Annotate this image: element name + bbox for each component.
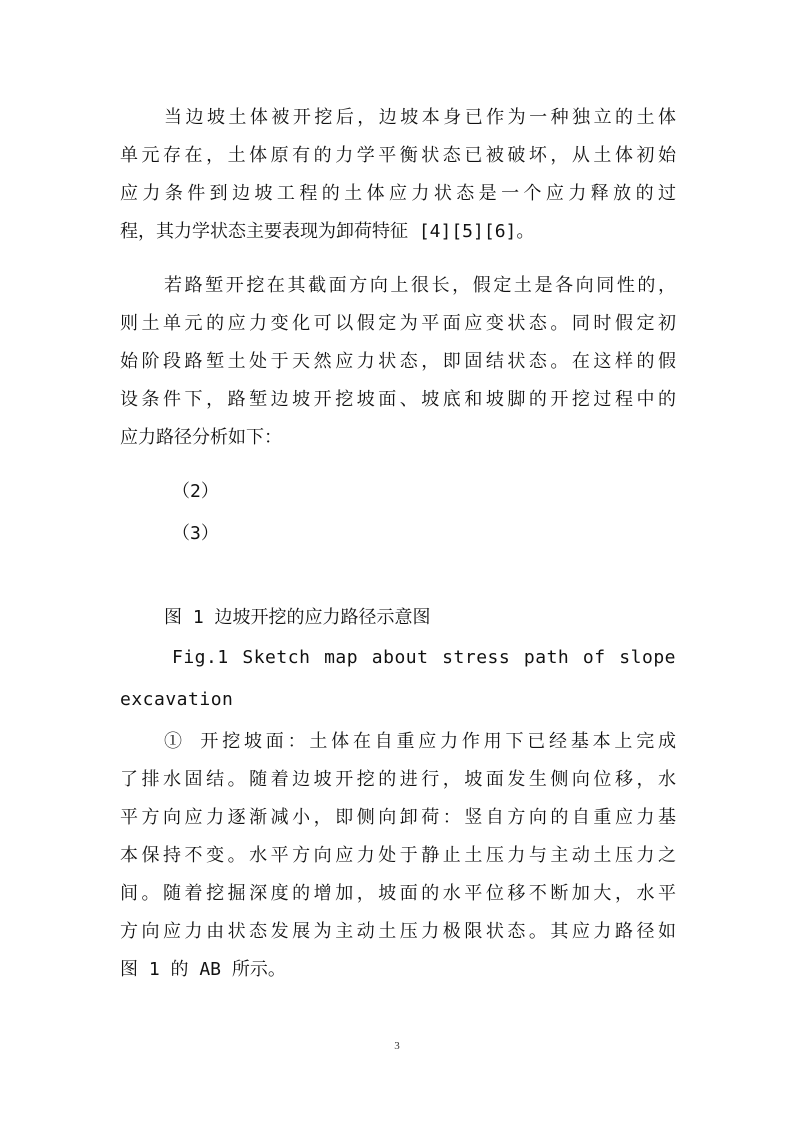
figure-caption-english-line-1: Fig.1 Sketch map about stress path of slope xyxy=(172,647,676,668)
paragraph-3-line-2: 了排水固结。随着边坡开挖的进行，坡面发生侧向位移，水 xyxy=(120,769,676,790)
paragraph-1-line-3: 应力条件到边坡工程的土体应力状态是一个应力释放的过 xyxy=(120,183,676,204)
paragraph-3-line-1: ① 开挖坡面：土体在自重应力作用下已经基本上完成 xyxy=(164,731,676,752)
paragraph-2-line-4: 设条件下，路堑边坡开挖坡面、坡底和坡脚的开挖过程中的 xyxy=(120,389,676,410)
figure-caption-chinese: 图 1 边坡开挖的应力路径示意图 xyxy=(164,607,431,628)
paragraph-2-line-5: 应力路径分析如下： xyxy=(120,427,282,448)
paragraph-2-line-1: 若路堑开挖在其截面方向上很长，假定土是各向同性的， xyxy=(164,275,676,296)
paragraph-2-line-3: 始阶段路堑土处于天然应力状态，即固结状态。在这样的假 xyxy=(120,351,676,372)
paragraph-3-line-6: 方向应力由状态发展为主动土压力极限状态。其应力路径如 xyxy=(120,921,676,942)
paragraph-2-line-2: 则土单元的应力变化可以假定为平面应变状态。同时假定初 xyxy=(120,313,676,334)
paragraph-1-line-1: 当边坡土体被开挖后，边坡本身已作为一种独立的土体 xyxy=(164,107,676,128)
paragraph-3-line-4: 本保持不变。水平方向应力处于静止土压力与主动土压力之 xyxy=(120,845,676,866)
page-number: 3 xyxy=(394,1040,400,1052)
paragraph-3-line-7: 图 1 的 AB 所示。 xyxy=(120,959,286,980)
paragraph-1-line-2: 单元存在，土体原有的力学平衡状态已被破坏，从土体初始 xyxy=(120,145,676,166)
figure-caption-english-line-2: excavation xyxy=(120,689,234,710)
equation-number-2: （2） xyxy=(172,481,219,502)
paragraph-3-line-5: 间。随着挖掘深度的增加，坡面的水平位移不断加大，水平 xyxy=(120,883,676,904)
paragraph-1-line-4: 程，其力学状态主要表现为卸荷特征 [4][5][6]。 xyxy=(120,221,535,242)
equation-number-3: （3） xyxy=(172,523,219,544)
paragraph-3-line-3: 平方向应力逐渐减小，即侧向卸荷：竖自方向的自重应力基 xyxy=(120,807,676,828)
